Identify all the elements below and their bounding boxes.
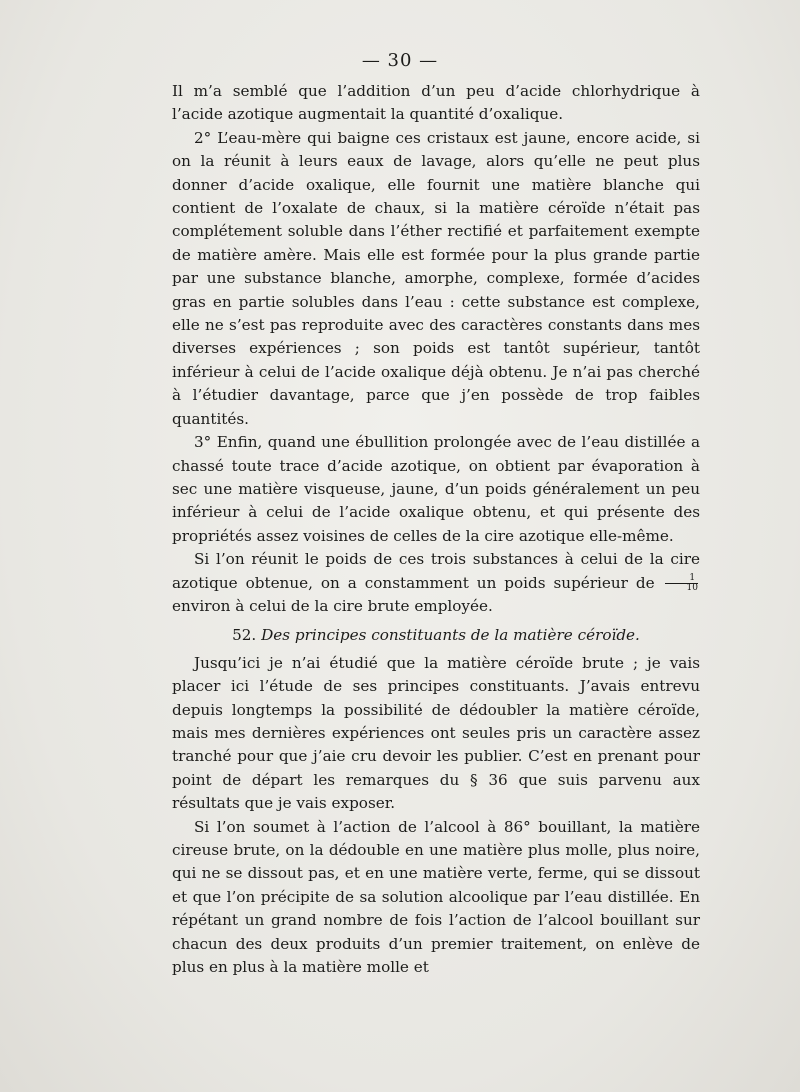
page-number: — 30 —	[361, 50, 439, 71]
paragraph-2: 2° L’eau-mère qui baigne ces cristaux est jaune, encore acide, si on la réunit à leurs eaux de lavage, alors qu’elle ne peut plus donner d’acide oxalique, elle fournit une matière blanche qui contient de l’oxalate de chaux, si la matière céroïde n’était pas complétement soluble dans l’éther rectifié et parfaitement exempte de matière amère. Mais elle est formée pour la plus grande partie par une substance blanche, amorphe, complexe, formée d’acides gras en partie solubles dans l’eau : cette substance est complexe, elle ne s’est pas reproduite avec des caractères constants dans mes diverses expériences ; son poids est tantôt supérieur, tantôt inférieur à celui de l’acide oxalique déjà obtenu. Je n’ai pas cherché à l’étudier davantage, parce que j’en possède de trop faibles quantités.	[172, 128, 700, 428]
fraction-denominator: 10	[686, 583, 698, 594]
fraction	[665, 574, 698, 593]
paragraph-6: Si l’on soumet à l’action de l’alcool à 86° bouillant, la matière cireuse brute, on la dédouble en une matière plus molle, plus noire, qui ne se dissout pas, et en une matière verte, ferme, qui se dissout et que l’on précipite de sa solution alcoolique par l’eau distillée. En répétant un grand nombre de fois l’action de l’alcool bouillant sur chacun des deux produits d’un premier traitement, on enlève de plus en plus à la matière molle et	[172, 817, 700, 977]
paragraph-5: Jusqu’ici je n’ai étudié que la matière céroïde brute ; je vais placer ici l’étude de ses principes constituants. J’avais entrevu depuis longtemps la possibilité de dédoubler la matière céroïde, mais mes dernières expériences ont seules pris un caractère assez tranché pour que j’aie cru devoir les publier. C’est en prenant pour point de départ les remarques du § 36 que suis parvenu aux résultats que je vais exposer.	[172, 653, 700, 813]
fraction-numerator: 1	[665, 574, 698, 584]
body-text	[172, 80, 700, 979]
paragraph-4	[172, 548, 700, 618]
paragraph-3: 3° Enfin, quand une ébullition prolongée avec de l’eau distillée a chassé toute trace d’acide azotique, on obtient par évaporation à sec une matière visqueuse, jaune, d’un poids généralement un peu inférieur à celui de l’acide oxalique obtenu, et qui présente des propriétés assez voisines de celles de la cire azotique elle-même.	[172, 433, 700, 545]
section-heading	[172, 624, 700, 647]
section-title: Des principes constituants de la matière céroïde.	[261, 626, 640, 645]
section-number: 52.	[232, 626, 257, 645]
paragraph-1: Il m’a semblé que l’addition d’un peu d’acide chlorhydrique à l’acide azotique augmentait la quantité d’oxalique.	[172, 82, 700, 124]
paragraph-4-before: Si l’on réunit le poids de ces trois substances à celui de la cire azotique obtenue, on a constamment un poids supérieur de	[172, 550, 700, 592]
paragraph-4-after: environ à celui de la cire brute employée.	[172, 596, 493, 615]
